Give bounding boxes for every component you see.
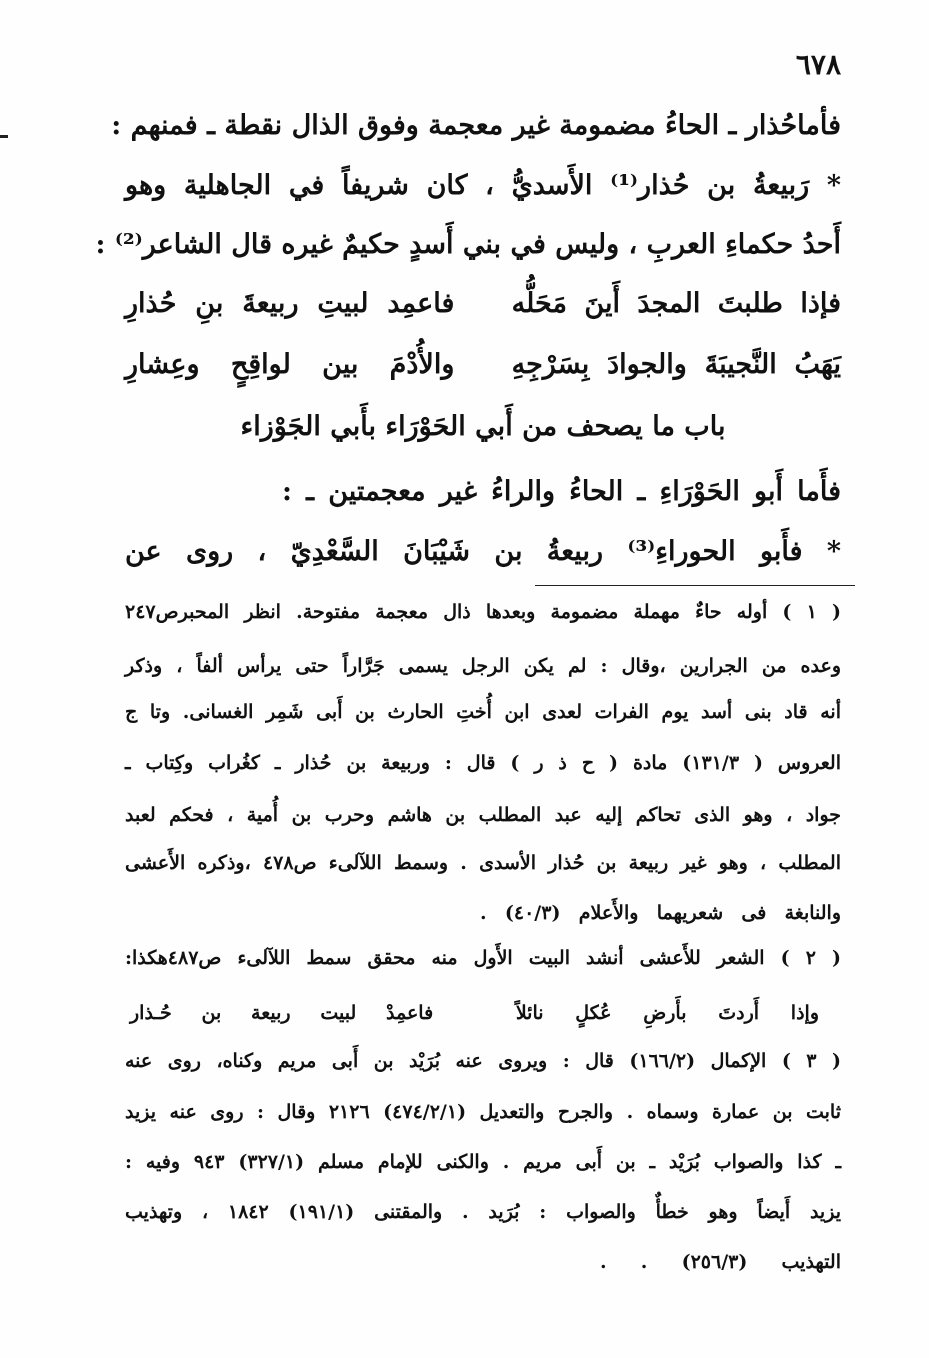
scan-edge-mark (0, 135, 8, 138)
main-line-4: فأَما أَبو الحَوْرَاءِ ـ الحاءُ والراءُ غير معجمتين ـ : (282, 476, 841, 507)
footnote-1-line-4: العروس ( ١٣١/٣) مادة ( ح ذ ر ) قال : وربيعة بن حُذار ـ كغُراب وكِتاب ـ (125, 752, 841, 774)
verse-1 (125, 282, 841, 326)
footnote-1-line-7: والنابغة فى شعريهما والأَعلام (٤٠/٣) . (480, 902, 841, 924)
footnote-separator (535, 585, 855, 586)
main-line-5: * فأَبو الحوراءِ⁽³⁾ ربيعةُ بن شَيْبَانَ السَّعْدِيّ ، روى عن (125, 536, 841, 567)
verse-2-second-hemistich: والأُدْمَ بين لواقِحٍ وعِشارِ (125, 349, 455, 380)
footnote-1-line-6: المطلب ، وهو غير ربيعة بن حُذار الأسدى . وسمط اللآلىء ص٤٧٨ ،وذكره الأَعشى (125, 852, 841, 874)
page-number: ٦٧٨ (795, 48, 841, 81)
footnote-3-line-3: ـ كذا والصواب بُرَيْد ـ بن أَبى مريم . والكنى للإمام مسلم (٣٢٧/١) ٩٤٣ وفيه : (125, 1151, 842, 1173)
footnote-1-line-1: ( ١ ) أوله حاءٌ مهملة مضمومة وبعدها ذال معجمة مفتوحة. انظر المحبرص٢٤٧ (125, 601, 841, 623)
footnote-1-line-5: جواد ، وهو الذى تحاكم إليه عبد المطلب بن هاشم وحرب بن أُمية ، فحكم لعبد (125, 804, 841, 826)
footnote-2-line-1: ( ٢ ) الشعر للأَعشى أنشد البيت الأَول منه محقق سمط اللآلىء ص٤٨٧هكذا: (125, 947, 841, 969)
footnote-verse (130, 993, 819, 1033)
footnote-1-line-2: وعده من الجرارين ،وقال : لم يكن الرجل يسمى جَرَّاراً حتى يرأس ألفاً ، وذكر (125, 655, 841, 677)
footnote-3-line-4: يزيد أَيضاً وهو خطأٌ والصواب : بُرَيد . والمقتنى (١٩١/١) ١٨٤٢ ، وتهذيب (125, 1201, 841, 1223)
verse-1-second-hemistich: فاعمِد لبيتِ ربيعةَ بنِ حُذارِ (125, 288, 455, 319)
footnote-verse-second-hemistich: فاعمِدْ لبيت ربيعة بن حُـذار (130, 1002, 434, 1024)
main-line-1: فأماحُذار ـ الحاءُ مضمومة غير معجمة وفوق الذال نقطة ـ فمنهم : (111, 110, 841, 141)
main-line-2: * رَبيعةُ بن حُذار⁽¹⁾ الأَسديُّ ، كان شريفاً في الجاهلية وهو (125, 170, 841, 201)
footnote-verse-first-hemistich: وإذا أَردتَ بأَرضِ عُكلٍ نائلاً (515, 1002, 819, 1024)
footnote-3-line-5: التهذيب (٢٥٦/٣) . . (600, 1251, 841, 1273)
section-heading: باب ما يصحف من أَبي الحَوْرَاء بأَبي الجَوْزاء (240, 411, 726, 442)
verse-2 (125, 343, 841, 387)
footnote-3-line-1: ( ٣ ) الإكمال (١٦٦/٢) قال : ويروى عنه بُرَيْد بن أَبى مريم وكناه، روى عنه (125, 1050, 841, 1072)
verse-2-first-hemistich: يَهَبُ النَّجيبَةَ والجوادَ بِسَرْجِهِ (511, 349, 841, 380)
footnote-1-line-3: أنه قاد بنى أسد يوم الفرات لعدى ابن أُختِ الحارث بن أَبى شَمِر الغسانى. وتا ج (125, 701, 841, 723)
verse-1-first-hemistich: فإذا طلبتَ المجدَ أَينَ مَحَلُّه (511, 288, 841, 319)
footnote-3-line-2: ثابت بن عمارة وسماه . والجرح والتعديل (٤٧٤/٢/١) ٢١٢٦ وقال : روى عنه يزيد (125, 1101, 841, 1123)
main-line-3: أَحدُ حكماءِ العربِ ، وليس في بني أَسدٍ حكيمٌ غيره قال الشاعر⁽²⁾ : (95, 229, 841, 260)
